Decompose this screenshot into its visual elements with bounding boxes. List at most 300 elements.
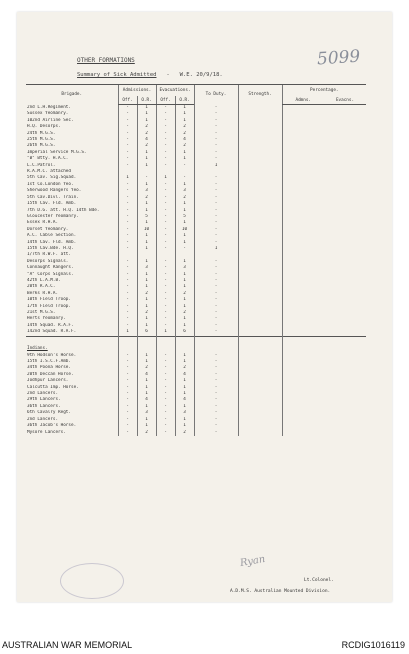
cell-adm-or: 3: [137, 410, 156, 416]
cell-adm-off: -: [118, 118, 137, 124]
cell-evac-or: 1: [175, 323, 194, 329]
cell-evac-or: 1: [175, 201, 194, 207]
cell-to-duty: -: [194, 150, 238, 156]
cell-adm-off: -: [118, 291, 137, 297]
cell-adm-or: 1: [137, 105, 156, 112]
cell-adm-or: 4: [137, 397, 156, 403]
unit-name: 25th M.G.S.: [27, 137, 56, 143]
cell-strength: [238, 430, 282, 436]
cell-to-duty: -: [194, 397, 238, 403]
cell-to-duty: -: [194, 240, 238, 246]
col-strength: Strength.: [238, 85, 282, 105]
cell-adm-off: -: [118, 150, 137, 156]
cell-evac-or: 1: [175, 182, 194, 188]
unit-name: Mysore Lancers.: [27, 429, 66, 435]
table-row: [26, 329, 366, 336]
col-evacns: Evacns.: [324, 96, 366, 105]
document-heading: OTHER FORMATIONS: [77, 57, 135, 64]
cell-adm-off: -: [118, 378, 137, 384]
cell-to-duty: -: [194, 417, 238, 423]
cell-adm-or: 2: [137, 131, 156, 137]
cell-to-duty: -: [194, 156, 238, 162]
cell-adm-or: 1: [137, 316, 156, 322]
cell-to-duty: -: [194, 310, 238, 316]
cell-evac-off: -: [156, 105, 175, 112]
cell-adm-off: -: [118, 423, 137, 429]
unit-name: 14th Cav. Fld. Amb.: [27, 239, 77, 245]
unit-name: Connaught Rangers.: [27, 265, 74, 271]
cell-strength: [238, 105, 282, 112]
cell-adm-off: -: [118, 195, 137, 201]
unit-name: 2nd Lancers.: [27, 391, 59, 397]
cell-evac-off: -: [156, 201, 175, 207]
unit-name: 142nd Squad. R.A.F.: [27, 329, 77, 335]
cell-evac-off: -: [156, 272, 175, 278]
cell-evac-or: 1: [175, 105, 194, 112]
cell-evac-off: -: [156, 304, 175, 310]
cell-adm-off: -: [118, 323, 137, 329]
cell-evac-off: -: [156, 410, 175, 416]
cell-to-duty: -: [194, 195, 238, 201]
cell-adm-off: -: [118, 265, 137, 271]
cell-evac-or: 1: [175, 359, 194, 365]
unit-name: 9th Hodson's Horse.: [27, 352, 77, 358]
cell-evac-off: -: [156, 220, 175, 226]
unit-name: Imperial Service M.G.S.: [27, 149, 87, 155]
cell-evac-or: 1: [175, 417, 194, 423]
unit-name: Jodhpur Lancers.: [27, 378, 69, 384]
cell-adm-off: -: [118, 284, 137, 290]
cell-evac-or: 3: [175, 265, 194, 271]
col-evac-or: O.R.: [175, 96, 194, 105]
unit-name: 102nd Airline Sec.: [27, 117, 74, 123]
unit-name: 15th Cav.Bde. H.Q.: [27, 245, 74, 251]
cell-adm-or: 1: [137, 201, 156, 207]
cell-adm-off: -: [118, 201, 137, 207]
cell-evac-off: -: [156, 353, 175, 359]
cell-adm-or: 1: [137, 163, 156, 169]
cell-adm-or: 4: [137, 372, 156, 378]
cell-evac-off: -: [156, 124, 175, 130]
cell-evac-or: 1: [175, 385, 194, 391]
cell-to-duty: -: [194, 430, 238, 436]
cell-adm-or: 1: [137, 118, 156, 124]
cell-evac-off: -: [156, 385, 175, 391]
cell-adm-or: 1: [137, 359, 156, 365]
cell-evac-off: -: [156, 233, 175, 239]
cell-evac-off: -: [156, 111, 175, 117]
cell-adm-off: -: [118, 272, 137, 278]
cell-adm-off: -: [118, 353, 137, 359]
cell-adm-or: 1: [137, 323, 156, 329]
cell-evac-or: 1: [175, 284, 194, 290]
unit-name: 36th Lancers.: [27, 403, 61, 409]
cell-to-duty: -: [194, 182, 238, 188]
cell-to-duty: -: [194, 291, 238, 297]
cell-evac-or: 1: [175, 272, 194, 278]
cell-adm-off: -: [118, 227, 137, 233]
signatory-rank: Lt.Colonel.: [304, 578, 334, 583]
cell-evac-off: -: [156, 391, 175, 397]
cell-adm-or: 1: [137, 378, 156, 384]
cell-evac-or: 1: [175, 156, 194, 162]
cell-to-duty: -: [194, 188, 238, 194]
cell-adm-or: 1: [137, 150, 156, 156]
cell-adm-off: -: [118, 385, 137, 391]
sick-summary-table: [26, 84, 366, 436]
cell-evac-off: -: [156, 240, 175, 246]
unit-name: 34th Poona Horse.: [27, 365, 71, 371]
cell-to-duty: 1: [194, 163, 238, 169]
cell-adm-off: -: [118, 259, 137, 265]
unit-name: Desorps Signals.: [27, 258, 69, 264]
col-adm-off: Off.: [118, 96, 137, 105]
unit-name: 17th Field Troop.: [27, 303, 71, 309]
cell-adm-or: 1: [137, 278, 156, 284]
cell-evac-off: -: [156, 423, 175, 429]
cell-evac-off: -: [156, 118, 175, 124]
unit-name: Sussex Yeomanry.: [27, 111, 69, 117]
col-admns: Admns.: [282, 96, 324, 105]
cell-adm-or: 1: [137, 284, 156, 290]
unit-name: Berks R.H.A.: [27, 290, 59, 296]
unit-name: A.C. Cable Section.: [27, 233, 77, 239]
cell-to-duty: -: [194, 111, 238, 117]
cell-evac-off: -: [156, 417, 175, 423]
cell-adm-or: 4: [137, 137, 156, 143]
cell-evac-off: -: [156, 265, 175, 271]
cell-evac-off: -: [156, 246, 175, 252]
unit-name: 15th I.S.C.F.Amb.: [27, 359, 71, 365]
cell-adm-off: -: [118, 246, 137, 252]
unit-name: 5th Cav.Divl. Train.: [27, 194, 79, 200]
cell-adm-or: 6: [137, 329, 156, 336]
cell-evac-off: -: [156, 378, 175, 384]
cell-evac-or: 1: [175, 297, 194, 303]
unit-name: "A" Corps Signals.: [27, 271, 74, 277]
cell-evac-or: 1: [175, 316, 194, 322]
cell-to-duty: -: [194, 233, 238, 239]
cell-evac-off: -: [156, 316, 175, 322]
cell-adm-or: 1: [137, 423, 156, 429]
indian-rows: [26, 353, 366, 436]
cell-to-duty: -: [194, 214, 238, 220]
cell-to-duty: -: [194, 220, 238, 226]
cell-to-duty: -: [194, 423, 238, 429]
cell-adm-or: 1: [137, 385, 156, 391]
faded-stamp: [60, 563, 124, 599]
cell-evac-or: 3: [175, 410, 194, 416]
cell-adm-or: 3: [137, 265, 156, 271]
cell-evac-or: 2: [175, 291, 194, 297]
cell-to-duty: -: [194, 385, 238, 391]
cell-adm-or: 1: [137, 208, 156, 214]
cell-evac-or: -: [175, 246, 194, 252]
cell-evac-or: 2: [175, 195, 194, 201]
cell-evac-or: 1: [175, 391, 194, 397]
archive-ref-code: RCDIG1016119: [341, 640, 405, 650]
cell-adm-or: 2: [137, 365, 156, 371]
cell-adm-off: -: [118, 430, 137, 436]
cell-strength: [238, 329, 282, 336]
cell-evac-off: 1: [156, 175, 175, 181]
cell-adm-or: 1: [137, 404, 156, 410]
unit-name: 20th R.A.C.: [27, 284, 56, 290]
cell-evac-off: -: [156, 278, 175, 284]
cell-adm-or: 1: [137, 111, 156, 117]
cell-adm-off: -: [118, 297, 137, 303]
cell-to-duty: -: [194, 359, 238, 365]
col-percentage: Percentage.: [282, 85, 366, 97]
archive-source: AUSTRALIAN WAR MEMORIAL: [2, 640, 133, 650]
cell-evac-or: 3: [175, 188, 194, 194]
unit-name: 1st Co.London Yeo.: [27, 181, 74, 187]
unit-name: 6th Cavalry Regt.: [27, 410, 71, 416]
cell-adm-off: -: [118, 111, 137, 117]
unit-name: 10th Field Troop.: [27, 297, 71, 303]
cell-adm-off: -: [118, 397, 137, 403]
indians-heading: Indians.: [27, 346, 48, 352]
cell-adm-or: -: [137, 175, 156, 181]
cell-to-duty: -: [194, 265, 238, 271]
cell-admns: [282, 105, 324, 112]
cell-evac-or: -: [175, 163, 194, 169]
cell-evac-off: -: [156, 195, 175, 201]
cell-evac-off: -: [156, 150, 175, 156]
cell-evac-or: -: [175, 175, 194, 181]
cell-adm-or: 5: [137, 214, 156, 220]
unit-name: 42th L.A.M.B.: [27, 277, 61, 283]
cell-adm-off: -: [118, 124, 137, 130]
cell-adm-or: 10: [137, 227, 156, 233]
cell-adm-or: 1: [137, 297, 156, 303]
unit-name: Essex R.H.A.: [27, 220, 59, 226]
cell-evacns: [324, 105, 366, 112]
cell-adm-or: 1: [137, 391, 156, 397]
cell-adm-off: -: [118, 214, 137, 220]
cell-to-duty: 1: [194, 246, 238, 252]
unit-name: 2nd Lancers.: [27, 416, 59, 422]
handwritten-signature: Ryan: [239, 553, 267, 570]
cell-evac-off: -: [156, 397, 175, 403]
cell-evac-or: 1: [175, 304, 194, 310]
cell-adm-off: -: [118, 372, 137, 378]
cell-adm-or: 1: [137, 304, 156, 310]
unit-name: 29th Lancers.: [27, 397, 61, 403]
cell-evac-or: 1: [175, 353, 194, 359]
col-brigade: Brigade.: [26, 85, 118, 105]
col-to-duty: To Duty.: [194, 85, 238, 105]
cell-evac-off: -: [156, 430, 175, 436]
cell-to-duty: -: [194, 278, 238, 284]
cell-evac-or: 4: [175, 372, 194, 378]
cell-to-duty: -: [194, 304, 238, 310]
cell-evac-or: 2: [175, 430, 194, 436]
unit-name: L.C.Patrol.: [27, 162, 56, 168]
cell-adm-or: 1: [137, 259, 156, 265]
cell-adm-or: 2: [137, 430, 156, 436]
unit-name: Gloucester Yeomanry.: [27, 213, 79, 219]
cell-evac-or: 4: [175, 137, 194, 143]
col-admissions: Admissions.: [118, 85, 156, 97]
cell-adm-off: 1: [118, 175, 137, 181]
cell-evac-off: -: [156, 156, 175, 162]
cell-to-duty: -: [194, 365, 238, 371]
cell-adm-or: 2: [137, 291, 156, 297]
cell-adm-or: 1: [137, 417, 156, 423]
unit-name: 36th Jacob's Horse.: [27, 423, 77, 429]
cell-evac-off: -: [156, 404, 175, 410]
cell-evacns: [324, 329, 366, 336]
cell-adm-off: -: [118, 137, 137, 143]
cell-to-duty: -: [194, 208, 238, 214]
cell-admns: [282, 430, 324, 436]
cell-evac-off: -: [156, 163, 175, 169]
cell-evac-or: 1: [175, 259, 194, 265]
cell-evac-off: -: [156, 259, 175, 265]
cell-adm-off: -: [118, 182, 137, 188]
cell-adm-off: -: [118, 105, 137, 112]
cell-to-duty: -: [194, 410, 238, 416]
unit-name: R.A.M.C. attached: [27, 169, 71, 175]
cell-evac-or: 5: [175, 214, 194, 220]
cell-to-duty: -: [194, 297, 238, 303]
archive-footer: [0, 640, 409, 652]
cell-evac-or: 1: [175, 233, 194, 239]
cell-evac-or: 1: [175, 240, 194, 246]
cell-evac-off: -: [156, 137, 175, 143]
unit-name: H.Q. Desorps.: [27, 124, 61, 130]
cell-evacns: [324, 430, 366, 436]
unit-name: 1/7th R.W.F. att.: [27, 252, 71, 258]
unit-name: Calcutta Imp. Horse.: [27, 384, 79, 390]
unit-name: 24th M.G.S.: [27, 130, 56, 136]
main-rows: [26, 105, 366, 337]
cell-evac-or: 1: [175, 378, 194, 384]
cell-evac-or: 1: [175, 423, 194, 429]
cell-evac-off: -: [156, 291, 175, 297]
cell-adm-off: -: [118, 391, 137, 397]
col-adm-or: O.R.: [137, 96, 156, 105]
cell-adm-off: -: [118, 208, 137, 214]
cell-to-duty: -: [194, 353, 238, 359]
cell-to-duty: -: [194, 272, 238, 278]
unit-name: 7th D.G. att. H.Q. 14th Bde.: [27, 207, 100, 213]
cell-adm-or: 2: [137, 124, 156, 130]
cell-adm-off: -: [118, 359, 137, 365]
cell-evac-off: -: [156, 359, 175, 365]
cell-adm-or: 1: [137, 220, 156, 226]
table-row: [26, 105, 366, 112]
cell-evac-or: 1: [175, 220, 194, 226]
cell-adm-off: -: [118, 156, 137, 162]
cell-to-duty: -: [194, 323, 238, 329]
indians-section: [26, 336, 366, 353]
cell-evac-off: -: [156, 365, 175, 371]
cell-evac-off: -: [156, 284, 175, 290]
unit-name: Herts Yeomanry.: [27, 316, 66, 322]
cell-to-duty: -: [194, 124, 238, 130]
signatory-title: A.D.M.S. Australian Mounted Division.: [230, 589, 331, 594]
cell-adm-off: -: [118, 131, 137, 137]
cell-evac-or: 1: [175, 404, 194, 410]
cell-evac-or: 1: [175, 278, 194, 284]
cell-to-duty: -: [194, 372, 238, 378]
col-evac-off: Off.: [156, 96, 175, 105]
cell-evac-off: -: [156, 208, 175, 214]
cell-evac-off: -: [156, 182, 175, 188]
cell-to-duty: -: [194, 227, 238, 233]
cell-adm-or: 3: [137, 188, 156, 194]
cell-evac-or: 2: [175, 310, 194, 316]
cell-evac-off: -: [156, 323, 175, 329]
cell-adm-or: 2: [137, 195, 156, 201]
cell-evac-or: 10: [175, 227, 194, 233]
cell-adm-off: -: [118, 278, 137, 284]
unit-name: "B" Btty. H.A.C.: [27, 156, 69, 162]
cell-adm-or: 1: [137, 246, 156, 252]
cell-adm-or: 1: [137, 353, 156, 359]
cell-to-duty: -: [194, 137, 238, 143]
cell-evac-off: -: [156, 310, 175, 316]
cell-to-duty: -: [194, 131, 238, 137]
cell-to-duty: -: [194, 105, 238, 112]
cell-adm-off: -: [118, 220, 137, 226]
cell-to-duty: -: [194, 175, 238, 181]
cell-to-duty: -: [194, 201, 238, 207]
cell-evac-or: 1: [175, 150, 194, 156]
cell-adm-or: 1: [137, 156, 156, 162]
cell-adm-off: -: [118, 304, 137, 310]
cell-adm-off: -: [118, 410, 137, 416]
cell-evac-off: 1: [156, 329, 175, 336]
unit-name: 14th Squad. R.A.F.: [27, 322, 74, 328]
cell-admns: [282, 329, 324, 336]
cell-evac-off: -: [156, 227, 175, 233]
cell-to-duty: -: [194, 284, 238, 290]
cell-adm-off: -: [118, 233, 137, 239]
cell-evac-or: 2: [175, 365, 194, 371]
cell-adm-or: 2: [137, 310, 156, 316]
cell-evac-or: 2: [175, 131, 194, 137]
unit-name: 26th M.G.S.: [27, 143, 56, 149]
cell-adm-or: 1: [137, 272, 156, 278]
cell-adm-or: 2: [137, 143, 156, 149]
cell-adm-off: -: [118, 365, 137, 371]
cell-evac-off: -: [156, 372, 175, 378]
cell-evac-or: 2: [175, 124, 194, 130]
unit-name: 5th Cav. Sig.Squad.: [27, 175, 77, 181]
cell-evac-or: 1: [175, 118, 194, 124]
cell-evac-or: 1: [175, 208, 194, 214]
cell-adm-off: -: [118, 163, 137, 169]
unit-name: 21st M.G.S.: [27, 310, 56, 315]
cell-evac-off: -: [156, 143, 175, 149]
cell-evac-off: -: [156, 131, 175, 137]
cell-evac-or: 4: [175, 397, 194, 403]
unit-name: 2nd L.H.Regiment.: [27, 104, 71, 110]
cell-to-duty: -: [194, 118, 238, 124]
cell-evac-off: -: [156, 214, 175, 220]
cell-adm-off: -: [118, 143, 137, 149]
unit-name: 15th Cav. Fld. Amb.: [27, 201, 77, 207]
cell-evac-off: -: [156, 297, 175, 303]
cell-evac-or: 1: [175, 111, 194, 117]
cell-to-duty: -: [194, 404, 238, 410]
cell-evac-off: -: [156, 188, 175, 194]
table-row: [26, 430, 366, 436]
summary-title: Summary of Sick Admitted: [77, 72, 157, 78]
